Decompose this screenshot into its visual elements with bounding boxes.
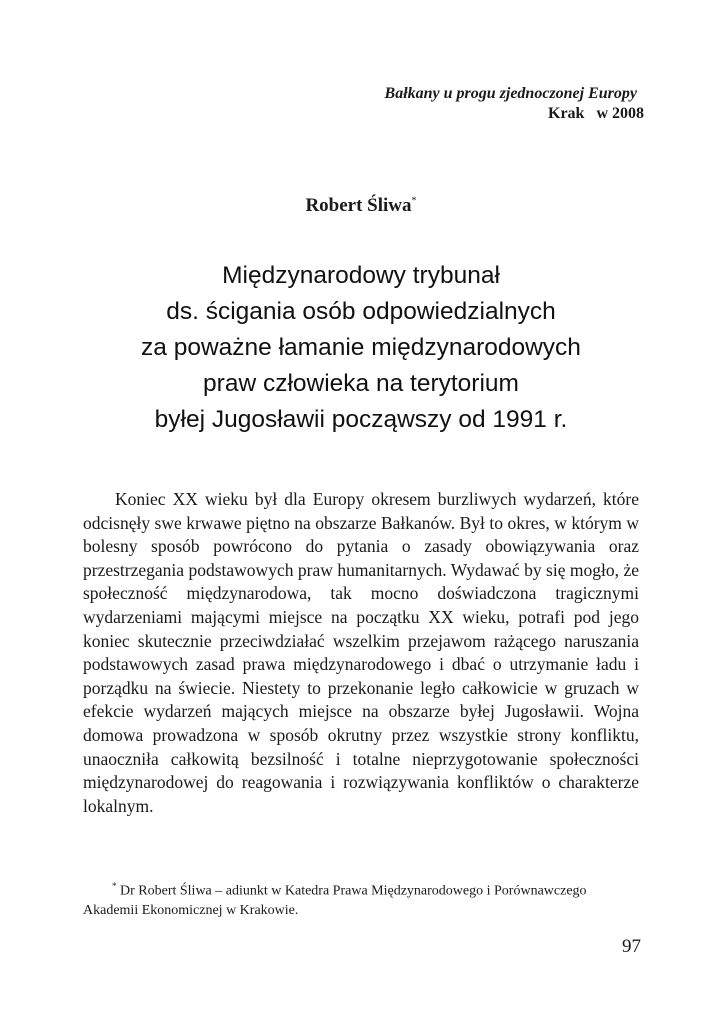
footnote-mark: * [112,881,117,891]
footnote [83,877,643,920]
title-line: ds. ścigania osób odpowiedzialnych [166,298,556,325]
title-line: byłej Jugosławii począwszy od 1991 r. [154,406,568,433]
publication-place-year: Krak w 2008 [548,105,644,122]
author-footnote-mark: * [411,195,417,207]
article-title [0,258,722,438]
title-line: praw człowieka na terytorium [203,370,519,397]
footnote-text: Dr Robert Śliwa – adiunkt w Katedra Prawa Międzynarodowego i Porównawczego Akademii Ekonomicznej w Krakowie. [83,883,587,918]
running-header [385,84,644,124]
title-line: Międzynarodowy trybunał [222,262,500,289]
title-line: za poważne łamanie międzynarodowych [141,334,581,361]
page-number: 97 [622,936,641,957]
body-paragraph: Koniec XX wieku był dla Europy okresem burzliwych wydarzeń, które odcisnęły swe krwawe piętno na obszarze Bałkanów. Był to okres, w którym w bolesny sposób powrócono do pytania o zasady obowiązywania oraz przestrzegania podstawowych praw humanitarnych. Wydawać by się mogło, że społeczność międzynarodowa, tak mocno doświadczona tragicznymi wydarzeniami mającymi miejsce na początku XX wieku, potrafi pod jego koniec skutecznie przeciwdziałać wszelkim przejawom rażącego naruszania podstawowych zasad prawa międzynarodowego i dbać o utrzymanie ładu i porządku na świecie. Niestety to przekonanie legło całkowicie w gruzach w efekcie wydarzeń mających miejsce na obszarze byłej Jugosławii. Wojna domowa prowadzona w sposób okrutny przez wszystkie strony konfliktu, unaoczniła całkowitą bezsilność i totalne nieprzygotowanie społeczności międzynarodowej do reagowania i rozwiązywania konfliktów o charakterze lokalnym. [83,489,639,816]
series-title: Bałkany u progu zjednoczonej Europy [384,85,637,102]
author-name: Robert Śliwa [305,195,412,216]
author-line [0,195,722,217]
